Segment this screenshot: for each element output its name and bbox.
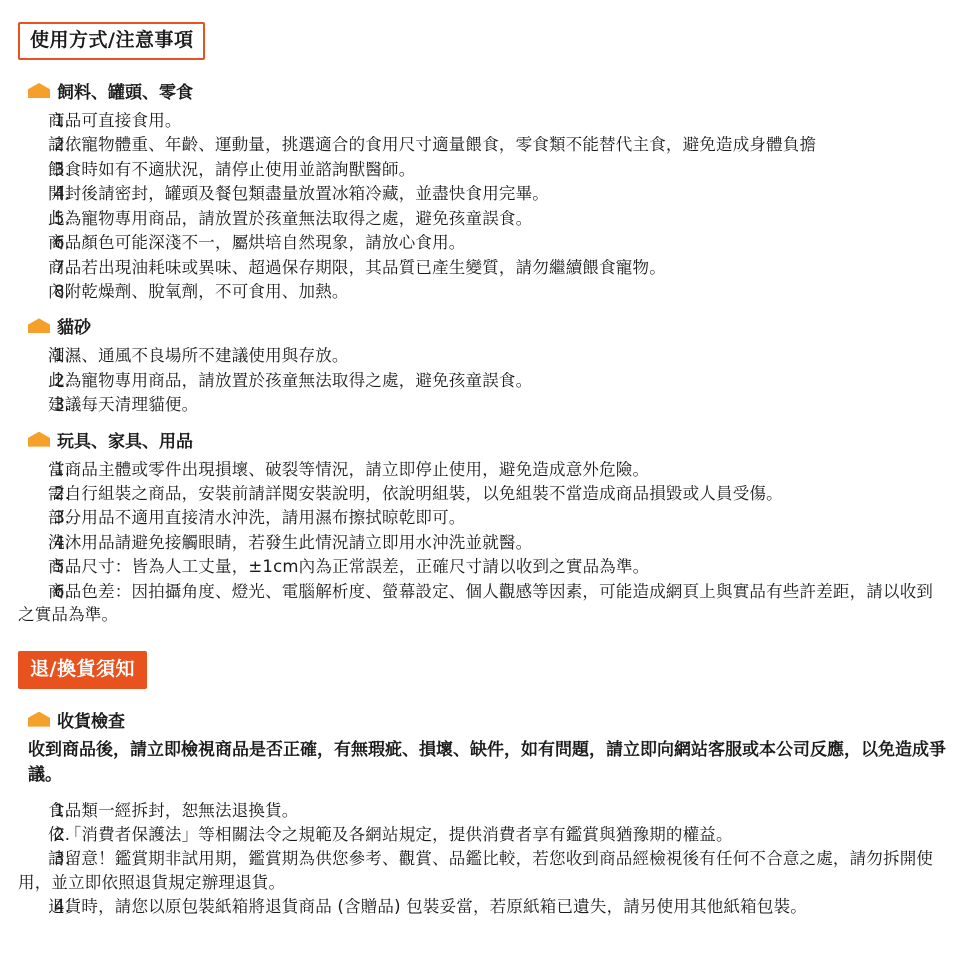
list-item: 部分用品不適用直接清水沖洗，請用濕布擦拭晾乾即可。 <box>48 508 466 528</box>
subsection-label: 玩具、家具、用品 <box>57 431 193 452</box>
inspection-notice-text: 收到商品後，請立即檢視商品是否正確，有無瑕疵、損壞、缺件，如有問題，請立即向網站客服或本公司反應，以免造成爭議。 <box>28 739 946 786</box>
list-item: 此為寵物專用商品，請放置於孩童無法取得之處，避免孩童誤食。 <box>48 208 533 228</box>
subsection-heading-toys <box>28 427 946 452</box>
list-item: 請依寵物體重、年齡、運動量，挑選適合的食用尺寸適量餵食，零食類不能替代主食，避免造成身體負擔 <box>48 135 817 155</box>
pentagon-marker-icon <box>28 83 50 98</box>
pentagon-marker-icon <box>28 712 50 727</box>
subsection-heading-litter <box>28 313 946 338</box>
list-item: 商品尺寸：皆為人工丈量，±1cm內為正常誤差，正確尺寸請以收到之實品為準。 <box>48 557 650 577</box>
list-item: 食品類一經拆封，恕無法退換貨。 <box>48 800 299 820</box>
pentagon-marker-icon <box>28 318 50 333</box>
list-item: 當商品主體或零件出現損壞、破裂等情況，請立即停止使用，避免造成意外危險。 <box>48 459 650 479</box>
subsection-label: 飼料、罐頭、零食 <box>57 83 193 103</box>
list-item: 開封後請密封，罐頭及餐包類盡量放置冰箱冷藏，並盡快食用完畢。 <box>48 184 549 204</box>
list-item: 商品可直接食用。 <box>48 111 182 130</box>
list-item: 洗沐用品請避免接觸眼睛，若發生此情況請立即用水沖洗並就醫。 <box>48 532 533 552</box>
list-item: 依「消費者保護法」等相關法令之規範及各網站規定，提供消費者享有鑑賞與猶豫期的權益。 <box>48 825 733 845</box>
list-item: 建議每天清理貓便。 <box>48 395 199 415</box>
return-policy-list <box>18 799 946 919</box>
usage-toys-list <box>18 458 946 627</box>
usage-litter-list <box>18 344 946 416</box>
list-item: 內附乾燥劑、脫氧劑，不可食用、加熱。 <box>48 281 349 301</box>
list-item: 此為寵物專用商品，請放置於孩童無法取得之處，避免孩童誤食。 <box>48 370 533 390</box>
list-item: 潮濕、通風不良場所不建議使用與存放。 <box>48 346 349 366</box>
subsection-heading-inspection <box>28 707 946 732</box>
section-title-return: 退/換貨須知 <box>18 651 147 689</box>
list-item: 退貨時，請您以原包裝紙箱將退貨商品 (含贈品) 包裝妥當，若原紙箱已遺失，請另使用其他紙箱包裝。 <box>48 897 807 917</box>
usage-food-list <box>18 109 946 303</box>
section-title-usage: 使用方式/注意事項 <box>18 22 205 60</box>
list-item: 商品色差：因拍攝角度、燈光、電腦解析度、螢幕設定、個人觀感等因素，可能造成網頁上與實品有些許差距，請以收到之實品為準。 <box>18 581 934 625</box>
list-item: 需自行組裝之商品，安裝前請詳閱安裝說明，依說明組裝，以免組裝不當造成商品損毀或人員受傷。 <box>48 484 783 504</box>
list-item: 商品若出現油耗味或異味、超過保存期限，其品質已產生變質，請勿繼續餵食寵物。 <box>48 257 666 277</box>
subsection-heading-food <box>28 78 946 103</box>
pentagon-marker-icon <box>28 432 50 447</box>
list-item: 商品顏色可能深淺不一，屬烘培自然現象，請放心食用。 <box>48 233 466 253</box>
subsection-label: 貓砂 <box>57 318 91 339</box>
list-item: 請留意！鑑賞期非試用期，鑑賞期為供您參考、觀賞、品鑑比較，若您收到商品經檢視後有任何不合意之處，請勿拆開使用，並立即依照退貨規定辦理退貨。 <box>18 849 934 892</box>
list-item: 餵食時如有不適狀況，請停止使用並諮詢獸醫師。 <box>48 159 416 179</box>
subsection-label: 收貨檢查 <box>57 711 125 732</box>
